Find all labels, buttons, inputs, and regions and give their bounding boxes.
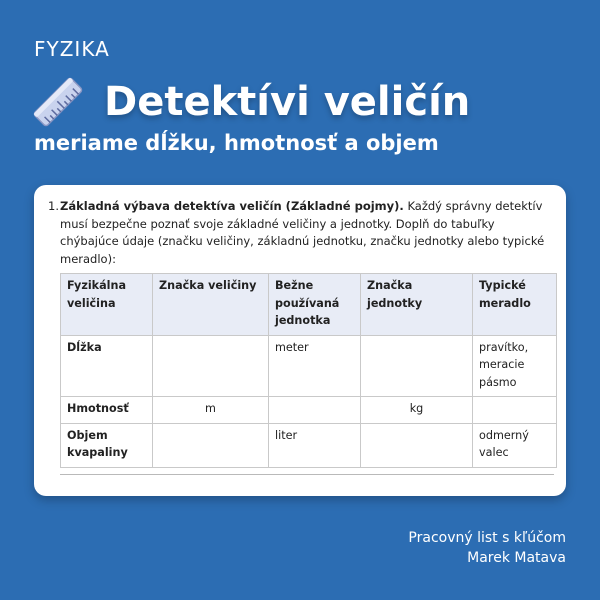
task-number: 1. (48, 199, 59, 213)
header-quantity: Fyzikálna veličina (61, 274, 153, 336)
table-row (61, 335, 557, 397)
cell-quantity-symbol[interactable] (153, 423, 269, 467)
cell-quantity: Hmotnosť (61, 397, 153, 424)
task-paragraph (48, 198, 554, 268)
cell-instrument: pravítko, meracie pásmo (473, 335, 557, 397)
footer-worksheet-label: Pracovný list s kľúčom (408, 530, 566, 546)
worksheet-card (34, 185, 566, 496)
cell-instrument[interactable] (473, 397, 557, 424)
answer-line (60, 474, 554, 475)
table-row (61, 423, 557, 467)
cell-unit[interactable] (269, 397, 361, 424)
header-unit-symbol: Značka jednotky (361, 274, 473, 336)
cell-quantity-symbol: m (153, 397, 269, 424)
page-title: Detektívi veličín (104, 79, 471, 125)
cell-unit-symbol[interactable] (361, 423, 473, 467)
cell-unit: liter (269, 423, 361, 467)
ruler-icon (30, 74, 86, 130)
cell-unit-symbol: kg (361, 397, 473, 424)
task-heading: Základná výbava detektíva veličín (Základné pojmy). (60, 199, 404, 213)
cell-quantity-symbol[interactable] (153, 335, 269, 397)
title-row (30, 74, 470, 130)
header-unit: Bežne používaná jednotka (269, 274, 361, 336)
task-body: Každý správny detektív musí bezpečne poznať svoje základné veličiny a jednotky. Doplň do tabuľky chýbajúce údaje (značku veličiny, základnú jednotku, značku jednotky alebo typické meradlo): (60, 199, 545, 266)
header-quantity-symbol: Značka veličiny (153, 274, 269, 336)
task-text (60, 198, 554, 268)
cell-quantity: Objem kvapaliny (61, 423, 153, 467)
header-instrument: Typické meradlo (473, 274, 557, 336)
footer-author: Marek Matava (467, 550, 566, 566)
footer (408, 528, 566, 568)
cell-unit: meter (269, 335, 361, 397)
cell-unit-symbol[interactable] (361, 335, 473, 397)
subject-label: FYZIKA (34, 37, 110, 61)
page-subtitle: meriame dĺžku, hmotnosť a objem (34, 131, 439, 155)
cell-instrument: odmerný valec (473, 423, 557, 467)
cell-quantity: Dĺžka (61, 335, 153, 397)
quantities-table (60, 273, 557, 468)
table-header-row (61, 274, 557, 336)
table-row (61, 397, 557, 424)
